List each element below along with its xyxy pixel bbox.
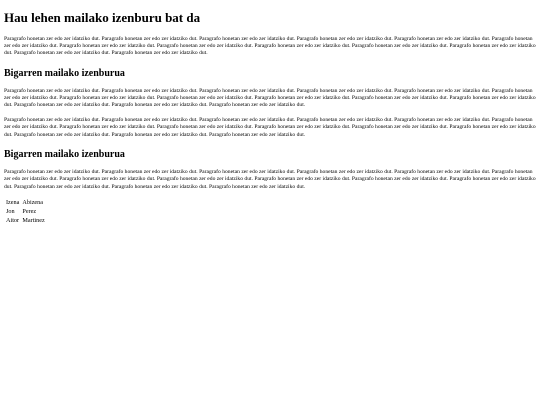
table-cell: Martinez <box>22 216 45 224</box>
section-heading-2: Bigarren mailako izenburua <box>4 148 125 160</box>
table-row <box>5 217 46 225</box>
table-header-cell: Izena <box>6 199 20 207</box>
section-heading-1: Bigarren mailako izenburua <box>4 67 125 79</box>
table-header-cell: Abizena <box>22 199 44 207</box>
section-2-paragraph-1: Paragrafo honetan zer edo zer idatziko dut. Paragrafo honetan zer edo zer idatziko dut. Paragrafo honetan zer edo zer idatziko dut. Paragrafo honetan zer edo zer idatziko dut. Paragrafo honetan zer edo zer idatziko dut. Paragrafo honetan zer edo zer idatziko dut. Paragrafo honetan zer edo zer idatziko dut. Paragrafo honetan zer edo zer idatziko dut. Paragrafo honetan zer edo zer idatziko dut. Paragrafo honetan zer edo zer idatziko dut. Paragrafo honetan zer edo zer idatziko dut. Paragrafo honetan zer edo zer idatziko dut. Paragrafo honetan zer edo zer idatziko dut. Paragrafo honetan zer edo zer idatziko dut. <box>4 168 536 190</box>
table-cell: Jon <box>6 207 15 215</box>
section-1-paragraph-2: Paragrafo honetan zer edo zer idatziko dut. Paragrafo honetan zer edo zer idatziko dut. Paragrafo honetan zer edo zer idatziko dut. Paragrafo honetan zer edo zer idatziko dut. Paragrafo honetan zer edo zer idatziko dut. Paragrafo honetan zer edo zer idatziko dut. Paragrafo honetan zer edo zer idatziko dut. Paragrafo honetan zer edo zer idatziko dut. Paragrafo honetan zer edo zer idatziko dut. Paragrafo honetan zer edo zer idatziko dut. Paragrafo honetan zer edo zer idatziko dut. Paragrafo honetan zer edo zer idatziko dut. Paragrafo honetan zer edo zer idatziko dut. Paragrafo honetan zer edo zer idatziko dut. <box>4 116 536 138</box>
table-cell: Aitor <box>6 216 20 224</box>
page-title: Hau lehen mailako izenburu bat da <box>4 10 201 25</box>
table-header-row <box>5 199 46 207</box>
intro-paragraph: Paragrafo honetan zer edo zer idatziko dut. Paragrafo honetan zer edo zer idatziko dut. Paragrafo honetan zer edo zer idatziko dut. Paragrafo honetan zer edo zer idatziko dut. Paragrafo honetan zer edo zer idatziko dut. Paragrafo honetan zer edo zer idatziko dut. Paragrafo honetan zer edo zer idatziko dut. Paragrafo honetan zer edo zer idatziko dut. Paragrafo honetan zer edo zer idatziko dut. Paragrafo honetan zer edo zer idatziko dut. Paragrafo honetan zer edo zer idatziko dut. Paragrafo honetan zer edo zer idatziko dut. Paragrafo honetan zer edo zer idatziko dut. <box>4 35 536 57</box>
section-1-paragraph-1: Paragrafo honetan zer edo zer idatziko dut. Paragrafo honetan zer edo zer idatziko dut. Paragrafo honetan zer edo zer idatziko dut. Paragrafo honetan zer edo zer idatziko dut. Paragrafo honetan zer edo zer idatziko dut. Paragrafo honetan zer edo zer idatziko dut. Paragrafo honetan zer edo zer idatziko dut. Paragrafo honetan zer edo zer idatziko dut. Paragrafo honetan zer edo zer idatziko dut. Paragrafo honetan zer edo zer idatziko dut. Paragrafo honetan zer edo zer idatziko dut. Paragrafo honetan zer edo zer idatziko dut. Paragrafo honetan zer edo zer idatziko dut. Paragrafo honetan zer edo zer idatziko dut. <box>4 87 536 109</box>
names-table <box>4 198 47 225</box>
table-cell: Perez <box>22 207 37 215</box>
table-row <box>5 208 46 216</box>
